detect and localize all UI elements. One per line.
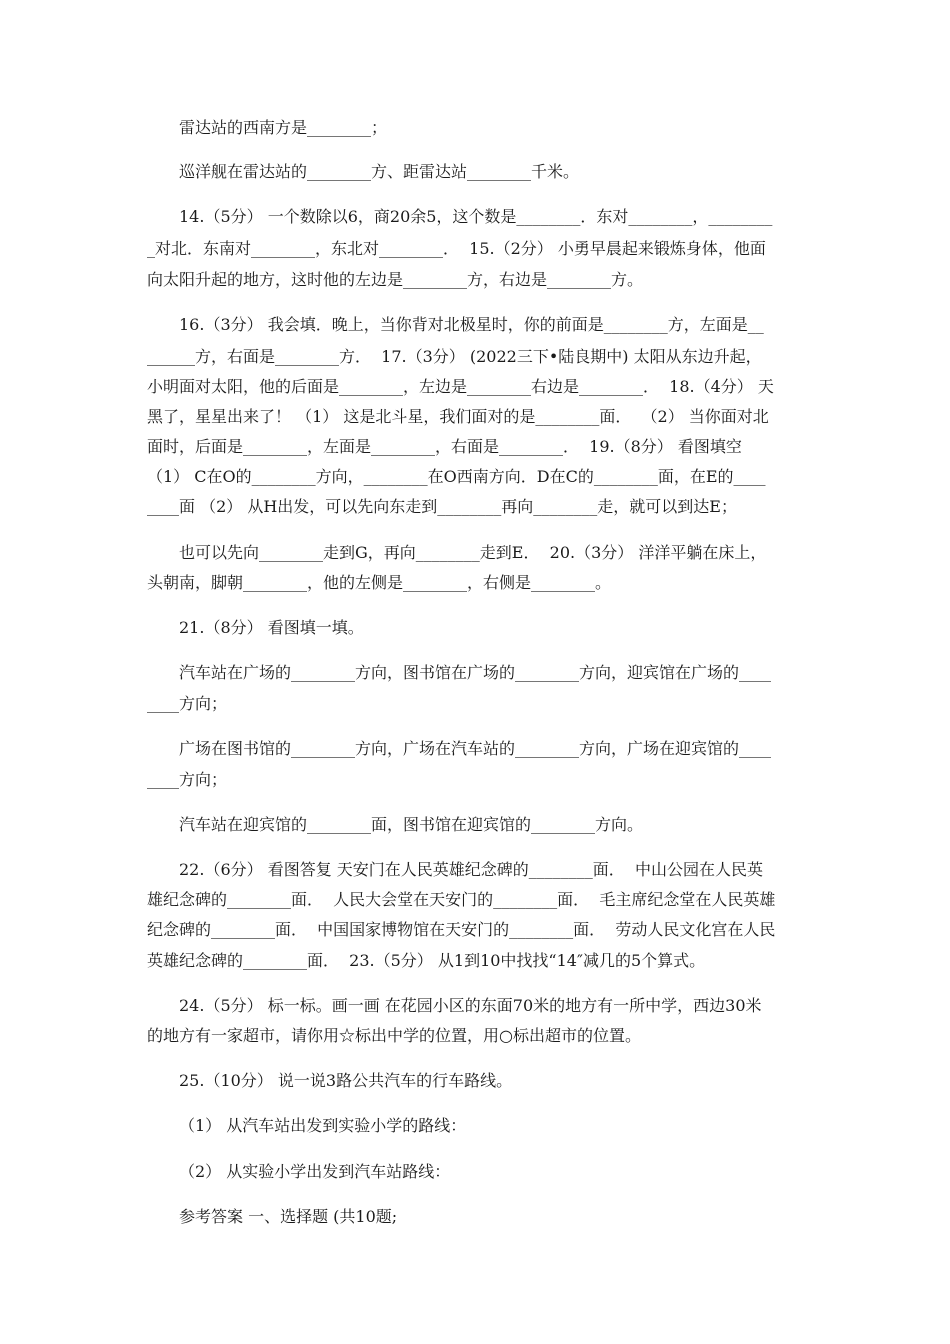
question-22: 22.（6分） 看图答复 天安门在人民英雄纪念碑的________面． 中山公园在人民英 (179, 860, 763, 879)
question-14: 14.（5分） 一个数除以6，商20余5，这个数是________．东对________，________ (179, 207, 773, 226)
text-line: 头朝南，脚朝________，他的左侧是________，右侧是________。 (147, 573, 612, 592)
text-line: 纪念碑的________面． 中国国家博物馆在天安门的________面． 劳动人民文化宫在人民 (147, 920, 776, 939)
text-line: ______方，右面是________方． 17.（3分） (2022三下•陆良期中) 太阳从东边升起， (147, 347, 762, 366)
text-line: _对北．东南对________，东北对________． 15.（2分） 小勇早晨起来锻炼身体，他面 (147, 239, 766, 258)
text-line: ____方向； (147, 770, 228, 789)
text-line: 也可以先向________走到G，再向________走到E． 20.（3分） 洋洋平躺在床上， (179, 543, 767, 562)
text-line: 面时，后面是________，左面是________，右面是________． 19.（8分） 看图填空 (147, 437, 742, 456)
question-16: 16.（3分） 我会填．晚上，当你背对北极星时，你的前面是________方，左面是__ (179, 315, 764, 334)
text-line: 广场在图书馆的________方向，广场在汽车站的________方向，广场在迎宾馆的____ (179, 739, 772, 758)
text-line: （1） C在O的________方向，________在O西南方向．D在C的________面，在E的____ (147, 467, 766, 486)
text-line: 雄纪念碑的________面． 人民大会堂在天安门的________面． 毛主席纪念堂在人民英雄 (147, 890, 776, 909)
text-line: ____面 （2） 从H出发，可以先向东走到________再向________走，就可以到达E； (147, 497, 737, 516)
text-line: 向太阳升起的地方，这时他的左边是________方，右边是________方。 (147, 270, 644, 289)
text-line: 英雄纪念碑的________面． 23.（5分） 从1到10中找找“14″减几的5个算式。 (147, 951, 706, 970)
question-25: 25.（10分） 说一说3路公共汽车的行车路线。 (179, 1071, 513, 1090)
text-line: 雷达站的西南方是________； (179, 118, 388, 137)
question-21: 21.（8分） 看图填一填。 (179, 618, 364, 637)
text-line: 汽车站在迎宾馆的________面，图书馆在迎宾馆的________方向。 (179, 815, 644, 834)
text-line: 黑了，星星出来了！ （1） 这是北斗星，我们面对的是________面． （2） 当你面对北 (147, 407, 769, 426)
text-line: （2） 从实验小学出发到汽车站路线： (179, 1162, 451, 1181)
text-line: 汽车站在广场的________方向，图书馆在广场的________方向，迎宾馆在广场的____ (179, 663, 772, 682)
text-line: 的地方有一家超市，请你用☆标出中学的位置，用○标出超市的位置。 (147, 1026, 641, 1045)
text-line: 小明面对太阳，他的后面是________，左边是________右边是________． 18.（4分） 天 (147, 377, 774, 396)
text-line: 巡洋舰在雷达站的________方、距雷达站________千米。 (179, 162, 580, 181)
answer-heading: 参考答案 一、选择题 (共10题; (179, 1207, 398, 1226)
text-line: ____方向； (147, 694, 228, 713)
question-24: 24.（5分） 标一标。画一画 在花园小区的东面70米的地方有一所中学，西边30米 (179, 996, 762, 1015)
text-line: （1） 从汽车站出发到实验小学的路线： (179, 1116, 467, 1135)
